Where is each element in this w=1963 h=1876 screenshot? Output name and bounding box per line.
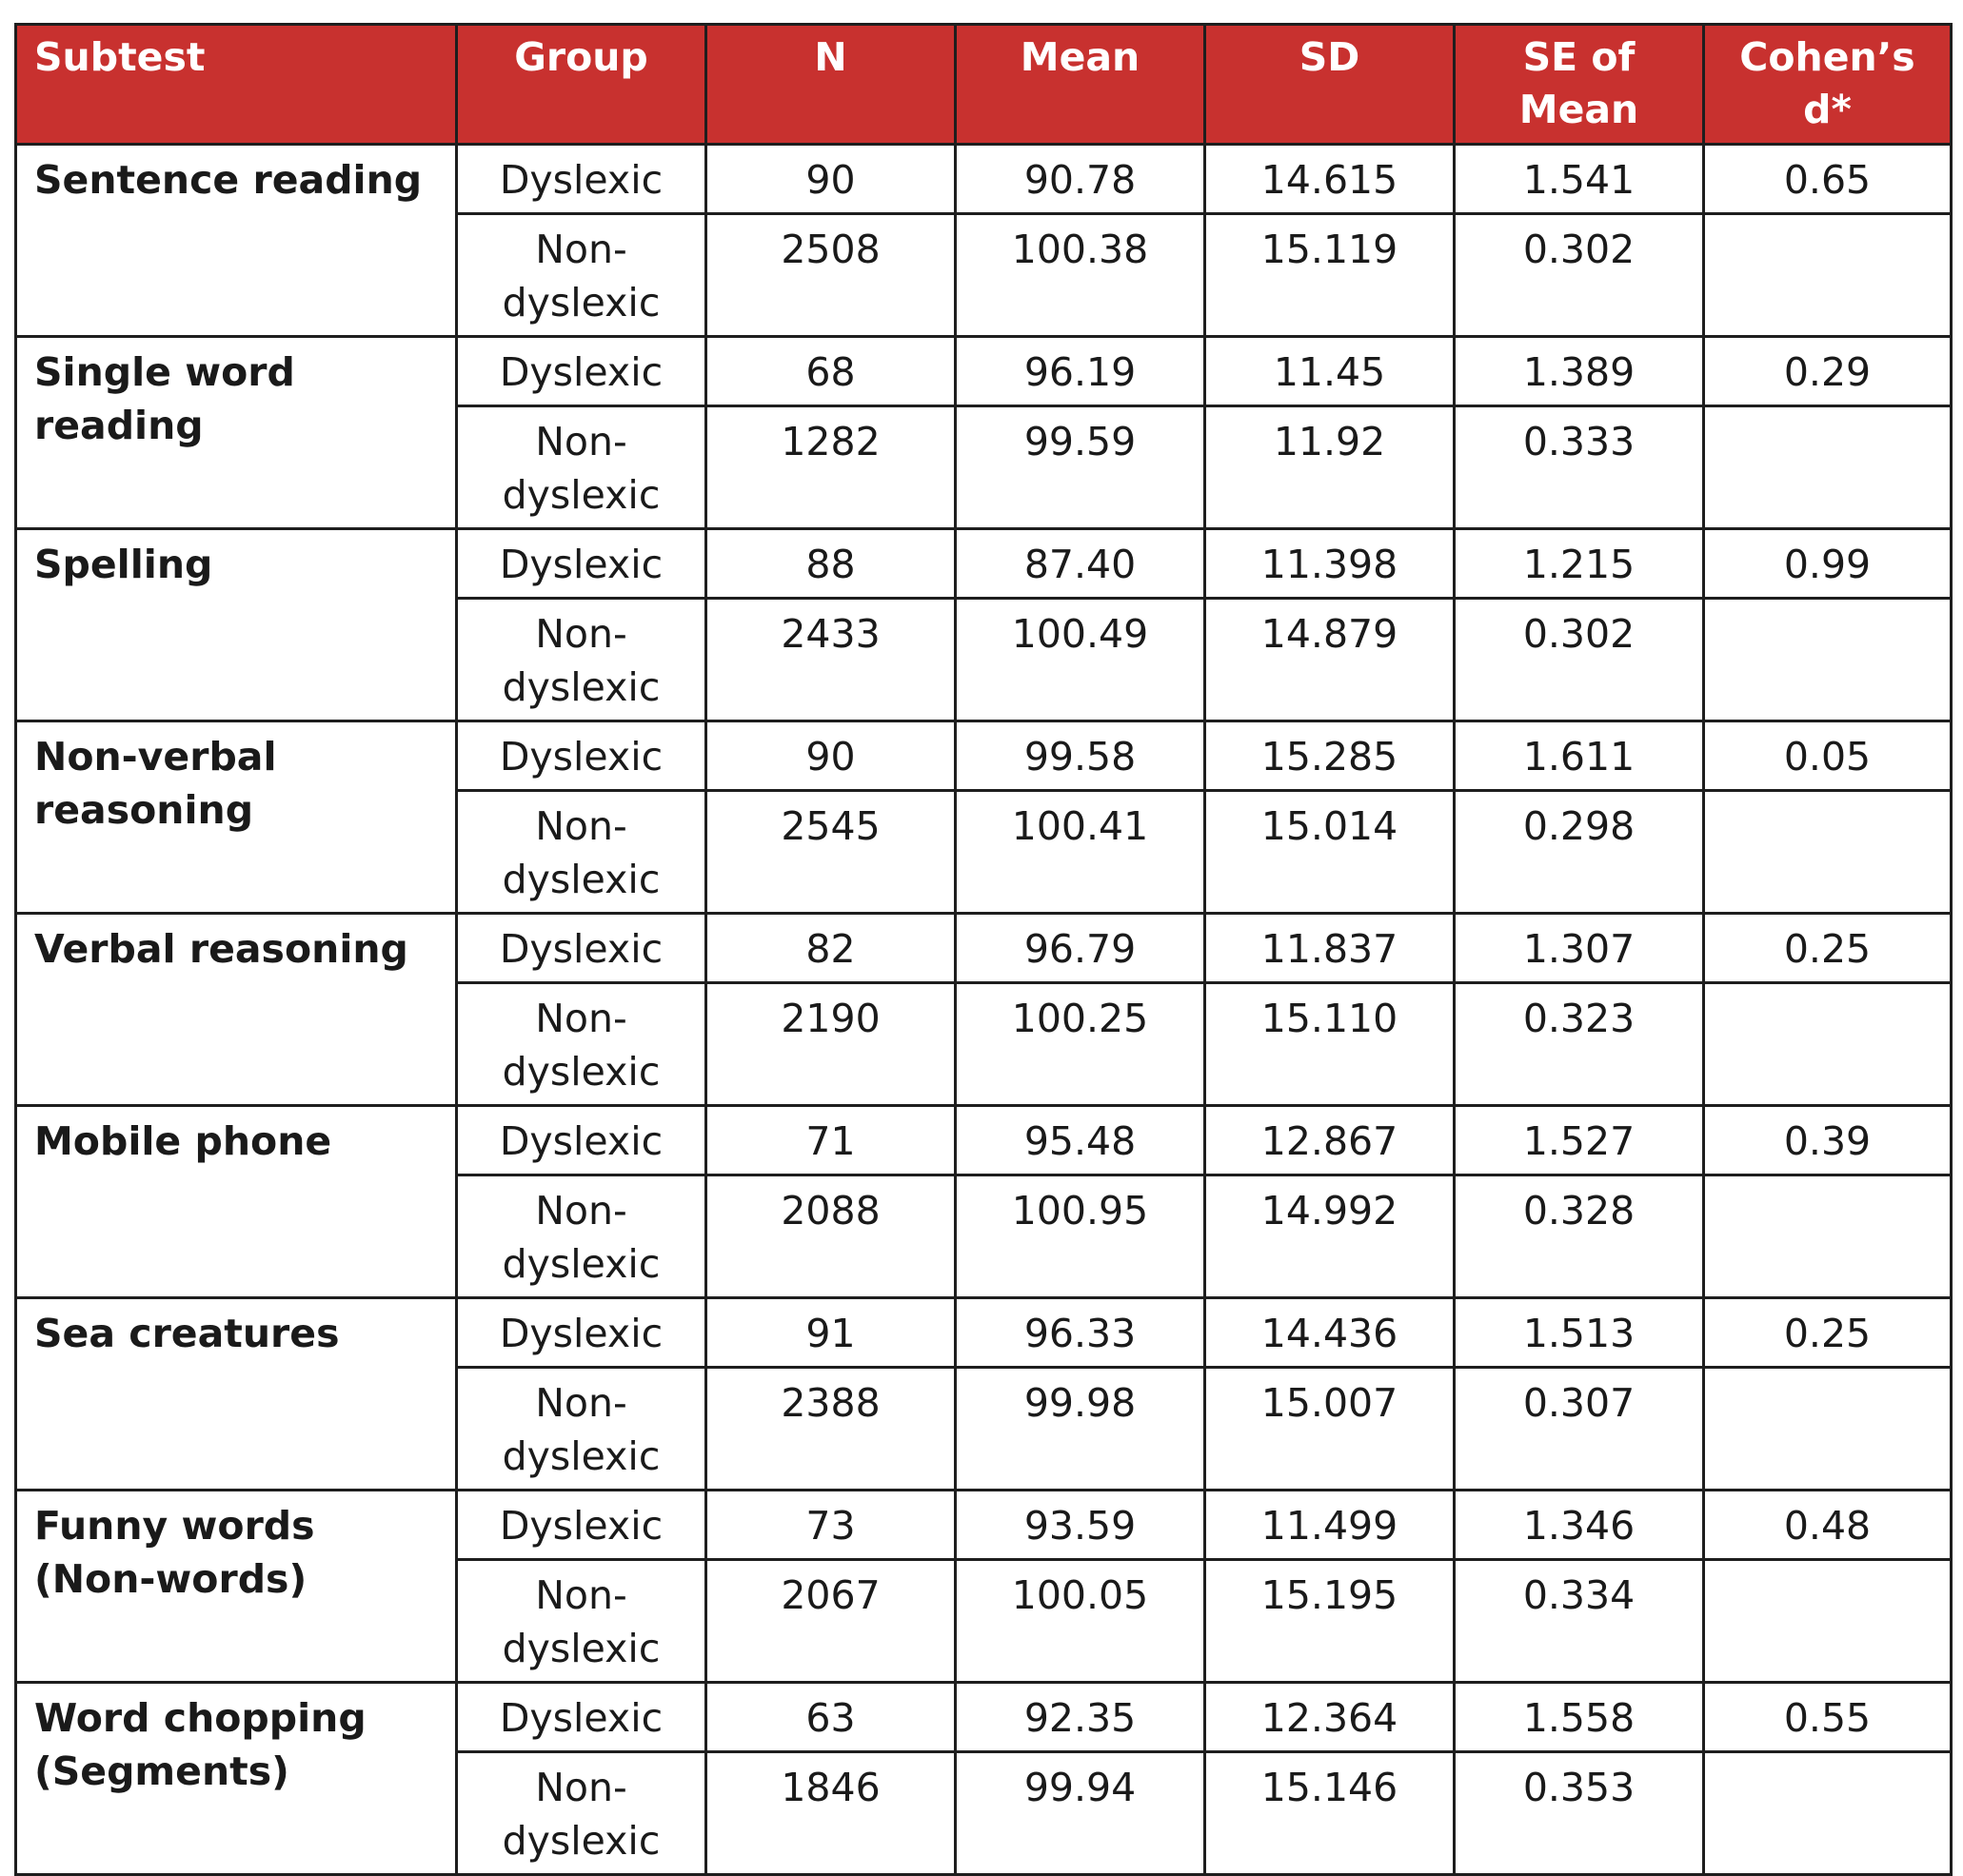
n-cell: 68 <box>706 337 956 406</box>
mean-cell: 100.25 <box>956 983 1205 1106</box>
mean-cell: 92.35 <box>956 1683 1205 1752</box>
header-group: Group <box>457 25 706 145</box>
sd-cell: 14.879 <box>1205 599 1455 721</box>
mean-cell: 96.33 <box>956 1298 1205 1368</box>
sd-cell: 11.45 <box>1205 337 1455 406</box>
mean-cell: 100.49 <box>956 599 1205 721</box>
sd-cell: 15.014 <box>1205 791 1455 914</box>
sd-cell: 15.007 <box>1205 1368 1455 1491</box>
cohens-d-cell: 0.39 <box>1704 1106 1952 1175</box>
header-cohens-d: Cohen’s d* <box>1704 25 1952 145</box>
subtest-cell: Single word reading <box>16 337 457 529</box>
n-cell: 88 <box>706 529 956 599</box>
table-row-dyslexic <box>16 914 1952 983</box>
group-cell: Non-dyslexic <box>457 1368 706 1491</box>
group-cell: Non-dyslexic <box>457 599 706 721</box>
se-cell: 1.558 <box>1455 1683 1704 1752</box>
cohens-d-cell: 0.25 <box>1704 914 1952 983</box>
table-row-dyslexic <box>16 1683 1952 1752</box>
subtest-cell: Funny words (Non-words) <box>16 1491 457 1683</box>
sd-cell: 15.119 <box>1205 214 1455 337</box>
table-row-dyslexic <box>16 145 1952 214</box>
mean-cell: 99.98 <box>956 1368 1205 1491</box>
n-cell: 73 <box>706 1491 956 1560</box>
n-cell: 71 <box>706 1106 956 1175</box>
se-cell: 1.611 <box>1455 721 1704 791</box>
sd-cell: 14.992 <box>1205 1175 1455 1298</box>
n-cell: 2067 <box>706 1560 956 1683</box>
n-cell: 1846 <box>706 1752 956 1875</box>
group-cell: Non-dyslexic <box>457 214 706 337</box>
table-row-dyslexic <box>16 337 1952 406</box>
cohens-d-cell: 0.48 <box>1704 1491 1952 1560</box>
group-cell: Non-dyslexic <box>457 1175 706 1298</box>
header-subtest: Subtest <box>16 25 457 145</box>
mean-cell: 93.59 <box>956 1491 1205 1560</box>
cohens-d-cell: 0.29 <box>1704 337 1952 406</box>
subtest-cell: Mobile phone <box>16 1106 457 1298</box>
mean-cell: 100.05 <box>956 1560 1205 1683</box>
mean-cell: 100.38 <box>956 214 1205 337</box>
group-cell: Dyslexic <box>457 1683 706 1752</box>
sd-cell: 11.398 <box>1205 529 1455 599</box>
sd-cell: 14.436 <box>1205 1298 1455 1368</box>
n-cell: 1282 <box>706 406 956 529</box>
mean-cell: 99.94 <box>956 1752 1205 1875</box>
cohens-d-empty-cell <box>1704 1560 1952 1683</box>
mean-cell: 100.95 <box>956 1175 1205 1298</box>
sd-cell: 11.837 <box>1205 914 1455 983</box>
n-cell: 63 <box>706 1683 956 1752</box>
se-cell: 1.307 <box>1455 914 1704 983</box>
cohens-d-empty-cell <box>1704 214 1952 337</box>
header-sd: SD <box>1205 25 1455 145</box>
se-cell: 0.302 <box>1455 214 1704 337</box>
table-row-dyslexic <box>16 529 1952 599</box>
se-cell: 1.527 <box>1455 1106 1704 1175</box>
cohens-d-cell: 0.05 <box>1704 721 1952 791</box>
header-se-of-mean: SE of Mean <box>1455 25 1704 145</box>
se-cell: 0.334 <box>1455 1560 1704 1683</box>
cohens-d-empty-cell <box>1704 791 1952 914</box>
results-table <box>14 23 1953 1876</box>
table-row-dyslexic <box>16 721 1952 791</box>
subtest-cell: Non-verbal reasoning <box>16 721 457 914</box>
subtest-cell: Word chopping (Segments) <box>16 1683 457 1875</box>
n-cell: 2545 <box>706 791 956 914</box>
group-cell: Dyslexic <box>457 914 706 983</box>
se-cell: 1.346 <box>1455 1491 1704 1560</box>
group-cell: Dyslexic <box>457 1298 706 1368</box>
n-cell: 2508 <box>706 214 956 337</box>
header-row <box>16 25 1952 145</box>
group-cell: Non-dyslexic <box>457 1752 706 1875</box>
se-cell: 1.513 <box>1455 1298 1704 1368</box>
group-cell: Dyslexic <box>457 145 706 214</box>
mean-cell: 99.59 <box>956 406 1205 529</box>
mean-cell: 90.78 <box>956 145 1205 214</box>
mean-cell: 96.79 <box>956 914 1205 983</box>
table-row-dyslexic <box>16 1298 1952 1368</box>
cohens-d-empty-cell <box>1704 599 1952 721</box>
group-cell: Non-dyslexic <box>457 983 706 1106</box>
se-cell: 0.307 <box>1455 1368 1704 1491</box>
group-cell: Non-dyslexic <box>457 406 706 529</box>
group-cell: Dyslexic <box>457 529 706 599</box>
sd-cell: 14.615 <box>1205 145 1455 214</box>
se-cell: 0.323 <box>1455 983 1704 1106</box>
mean-cell: 99.58 <box>956 721 1205 791</box>
se-cell: 1.215 <box>1455 529 1704 599</box>
cohens-d-cell: 0.99 <box>1704 529 1952 599</box>
cohens-d-empty-cell <box>1704 1368 1952 1491</box>
table-body <box>16 145 1952 1875</box>
n-cell: 90 <box>706 145 956 214</box>
se-cell: 0.333 <box>1455 406 1704 529</box>
table-header <box>16 25 1952 145</box>
se-cell: 0.353 <box>1455 1752 1704 1875</box>
cohens-d-empty-cell <box>1704 406 1952 529</box>
header-mean: Mean <box>956 25 1205 145</box>
table-row-dyslexic <box>16 1491 1952 1560</box>
cohens-d-cell: 0.65 <box>1704 145 1952 214</box>
se-cell: 0.328 <box>1455 1175 1704 1298</box>
n-cell: 91 <box>706 1298 956 1368</box>
cohens-d-cell: 0.25 <box>1704 1298 1952 1368</box>
n-cell: 2433 <box>706 599 956 721</box>
group-cell: Dyslexic <box>457 1106 706 1175</box>
mean-cell: 96.19 <box>956 337 1205 406</box>
sd-cell: 11.92 <box>1205 406 1455 529</box>
cohens-d-empty-cell <box>1704 983 1952 1106</box>
se-cell: 1.541 <box>1455 145 1704 214</box>
n-cell: 90 <box>706 721 956 791</box>
mean-cell: 100.41 <box>956 791 1205 914</box>
subtest-cell: Spelling <box>16 529 457 721</box>
group-cell: Non-dyslexic <box>457 791 706 914</box>
n-cell: 2190 <box>706 983 956 1106</box>
subtest-cell: Verbal reasoning <box>16 914 457 1106</box>
table-row-dyslexic <box>16 1106 1952 1175</box>
n-cell: 2388 <box>706 1368 956 1491</box>
cohens-d-cell: 0.55 <box>1704 1683 1952 1752</box>
mean-cell: 95.48 <box>956 1106 1205 1175</box>
subtest-cell: Sea creatures <box>16 1298 457 1491</box>
header-n: N <box>706 25 956 145</box>
subtest-cell: Sentence reading <box>16 145 457 337</box>
se-cell: 1.389 <box>1455 337 1704 406</box>
mean-cell: 87.40 <box>956 529 1205 599</box>
n-cell: 2088 <box>706 1175 956 1298</box>
sd-cell: 11.499 <box>1205 1491 1455 1560</box>
sd-cell: 15.110 <box>1205 983 1455 1106</box>
sd-cell: 12.364 <box>1205 1683 1455 1752</box>
cohens-d-empty-cell <box>1704 1175 1952 1298</box>
group-cell: Dyslexic <box>457 721 706 791</box>
se-cell: 0.298 <box>1455 791 1704 914</box>
group-cell: Dyslexic <box>457 1491 706 1560</box>
cohens-d-empty-cell <box>1704 1752 1952 1875</box>
sd-cell: 15.195 <box>1205 1560 1455 1683</box>
se-cell: 0.302 <box>1455 599 1704 721</box>
group-cell: Non-dyslexic <box>457 1560 706 1683</box>
sd-cell: 15.285 <box>1205 721 1455 791</box>
n-cell: 82 <box>706 914 956 983</box>
sd-cell: 12.867 <box>1205 1106 1455 1175</box>
group-cell: Dyslexic <box>457 337 706 406</box>
sd-cell: 15.146 <box>1205 1752 1455 1875</box>
